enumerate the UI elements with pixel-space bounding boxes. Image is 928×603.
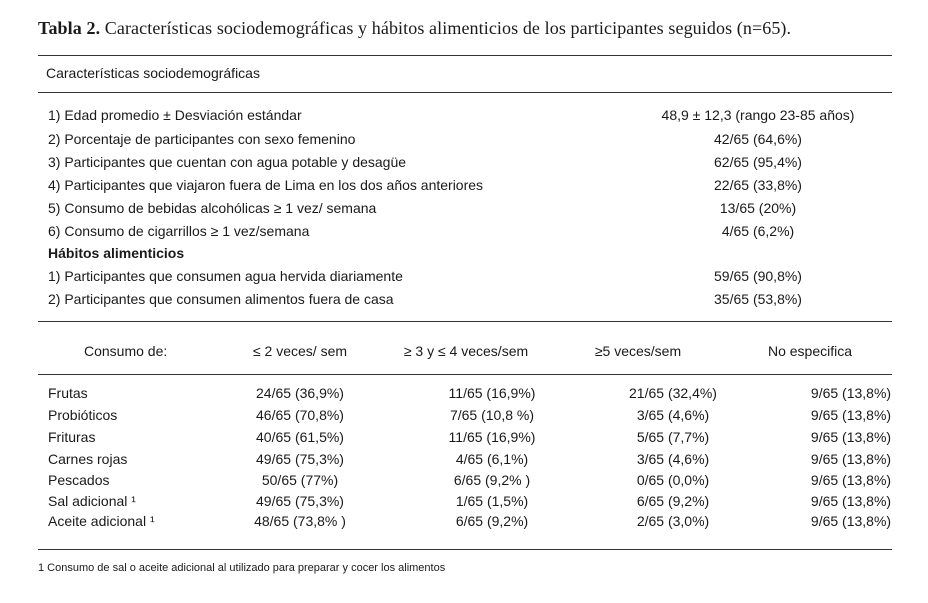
table-cell: 5/65 (7,7%) — [636, 429, 710, 445]
header-rule — [38, 374, 892, 375]
table-row — [48, 288, 888, 310]
table-cell: 9/65 (13,8%) — [810, 451, 892, 467]
section-heading-eating-habits: Hábitos alimenticios — [48, 245, 185, 261]
table-row — [48, 427, 892, 448]
row-value: 42/65 (64,6%) — [714, 131, 802, 147]
table-row — [48, 470, 892, 491]
table-cell: 9/65 (13,8%) — [810, 493, 892, 509]
food-label: Sal adicional ¹ — [48, 493, 136, 509]
row-label: 3) Participantes que cuentan con agua potable y desagüe — [48, 154, 407, 170]
table-cell: 6/65 (9,2% ) — [453, 472, 531, 488]
table-cell: 9/65 (13,8%) — [810, 429, 892, 445]
row-label: 2) Porcentaje de participantes con sexo femenino — [48, 131, 356, 147]
table-cell: 2/65 (3,0%) — [636, 513, 710, 529]
row-value: 48,9 ± 12,3 (rango 23-85 años) — [661, 107, 855, 123]
column-header: No especifica — [767, 343, 853, 359]
table-cell: 9/65 (13,8%) — [810, 407, 892, 423]
table-row — [48, 220, 888, 242]
table-row — [48, 405, 892, 426]
table-cell: 0/65 (0,0%) — [636, 472, 710, 488]
table-row — [48, 383, 892, 404]
table-cell: 6/65 (9,2%) — [455, 513, 529, 529]
section-heading-sociodemographic: Características sociodemográficas — [46, 65, 260, 81]
table-cell: 49/65 (75,3%) — [256, 493, 344, 509]
table-cell: 11/65 (16,9%) — [448, 429, 536, 445]
top-rule — [38, 55, 892, 56]
food-label: Carnes rojas — [48, 451, 128, 467]
column-header: Consumo de: — [84, 343, 168, 359]
row-label: 5) Consumo de bebidas alcohólicas ≥ 1 vez/ semana — [48, 200, 377, 216]
table-cell: 6/65 (9,2%) — [636, 493, 710, 509]
table-cell: 11/65 (16,9%) — [448, 385, 536, 401]
bottom-rule — [38, 549, 892, 550]
food-label: Aceite adicional ¹ — [48, 513, 155, 529]
row-label: 6) Consumo de cigarrillos ≥ 1 vez/semana — [48, 223, 310, 239]
row-value: 13/65 (20%) — [719, 200, 797, 216]
table-cell: 9/65 (13,8%) — [810, 472, 892, 488]
table-cell: 3/65 (4,6%) — [636, 407, 710, 423]
column-header: ≤ 2 veces/ sem — [252, 343, 348, 359]
row-value: 62/65 (95,4%) — [714, 154, 802, 170]
table-row — [48, 174, 888, 196]
column-header: ≥5 veces/sem — [594, 343, 682, 359]
table-cell: 40/65 (61,5%) — [256, 429, 344, 445]
column-header: ≥ 3 y ≤ 4 veces/sem — [403, 343, 529, 359]
food-label: Frutas — [48, 385, 88, 401]
table-cell: 4/65 (6,1%) — [455, 451, 529, 467]
table-cell: 48/65 (73,8% ) — [254, 513, 346, 529]
row-value: 59/65 (90,8%) — [714, 268, 802, 284]
table-row — [48, 151, 888, 173]
table-cell: 1/65 (1,5%) — [455, 493, 529, 509]
footnote: 1 Consumo de sal o aceite adicional al utilizado para preparar y cocer los alimentos — [38, 562, 446, 574]
row-value: 4/65 (6,2%) — [721, 223, 795, 239]
table-cell: 46/65 (70,8%) — [256, 407, 344, 423]
table-cell: 7/65 (10,8 %) — [449, 407, 535, 423]
table-cell: 9/65 (13,8%) — [810, 385, 892, 401]
table-cell: 50/65 (77%) — [261, 472, 339, 488]
table-title — [38, 18, 791, 39]
table-cell: 24/65 (36,9%) — [256, 385, 344, 401]
row-label: 2) Participantes que consumen alimentos fuera de casa — [48, 291, 394, 307]
table-cell: 21/65 (32,4%) — [629, 385, 717, 401]
section-rule — [38, 321, 892, 322]
section-rule — [38, 92, 892, 93]
table-row — [48, 491, 892, 512]
row-label: 1) Participantes que consumen agua hervida diariamente — [48, 268, 403, 284]
table-row — [48, 104, 888, 126]
table-row — [48, 265, 888, 287]
table-cell: 9/65 (13,8%) — [810, 513, 892, 529]
table-row — [48, 511, 892, 532]
food-label: Frituras — [48, 429, 96, 445]
row-value: 22/65 (33,8%) — [714, 177, 802, 193]
table-cell: 49/65 (75,3%) — [256, 451, 344, 467]
table-caption: Características sociodemográficas y hábitos alimenticios de los participantes seguidos (n=65). — [100, 18, 792, 38]
food-label: Pescados — [48, 472, 110, 488]
table-row — [48, 449, 892, 470]
table-row — [48, 197, 888, 219]
food-label: Probióticos — [48, 407, 118, 423]
table-row — [48, 128, 888, 150]
table-cell: 3/65 (4,6%) — [636, 451, 710, 467]
row-label: 1) Edad promedio ± Desviación estándar — [48, 107, 302, 123]
row-label: 4) Participantes que viajaron fuera de Lima en los dos años anteriores — [48, 177, 484, 193]
table-number: Tabla 2. — [38, 18, 101, 38]
row-value: 35/65 (53,8%) — [714, 291, 802, 307]
